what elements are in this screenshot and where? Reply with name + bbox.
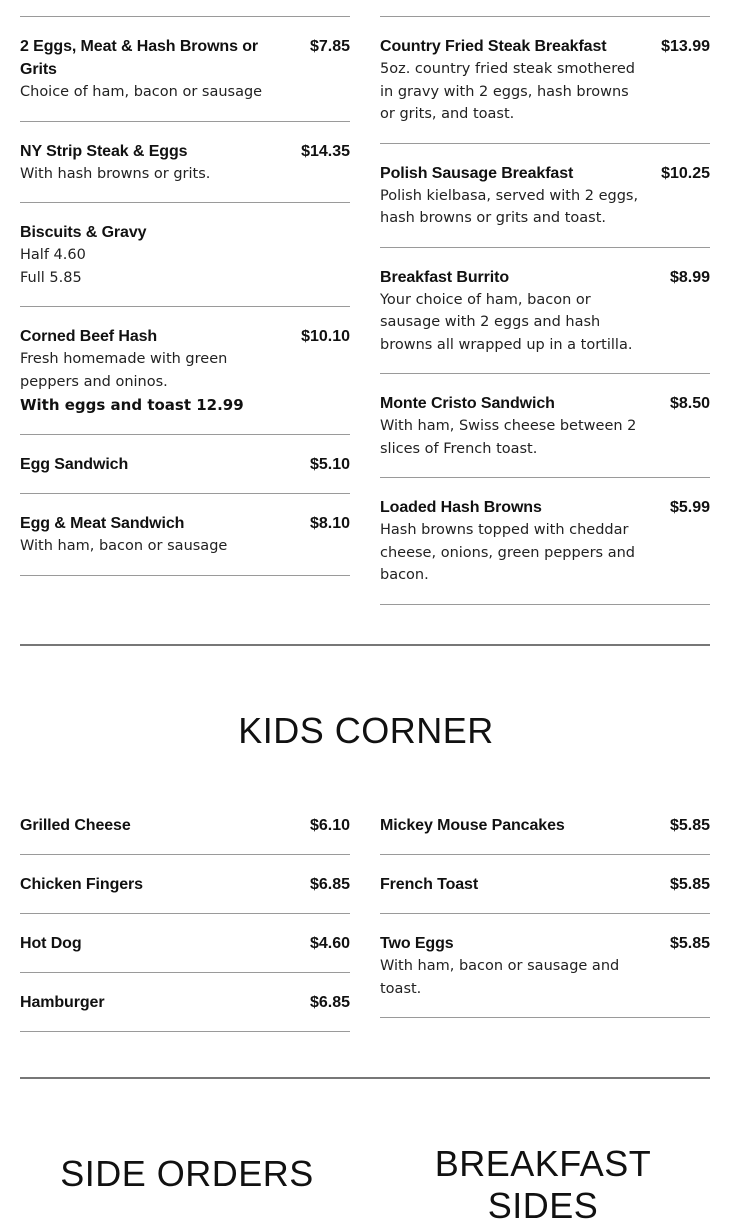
menu-item-price: $6.10 xyxy=(309,817,350,834)
menu-item-description: Polish kielbasa, served with 2 eggs, hash browns or grits and toast. xyxy=(380,187,639,226)
menu-item xyxy=(380,914,710,1018)
menu-item xyxy=(20,494,350,576)
menu-item xyxy=(380,374,710,478)
menu-item-price: $5.85 xyxy=(669,935,710,952)
menu-item-name: Country Fried Steak Breakfast xyxy=(380,38,607,55)
side-orders-title: SIDE ORDERS xyxy=(60,1153,314,1194)
menu-item-name: Biscuits & Gravy xyxy=(20,224,147,241)
section-divider xyxy=(20,644,710,646)
menu-item xyxy=(20,914,350,973)
menu-item-name: 2 Eggs, Meat & Hash Browns or Grits xyxy=(20,38,259,78)
menu-item-description: With hash browns or grits. xyxy=(20,165,211,182)
menu-item-name: Egg & Meat Sandwich xyxy=(20,515,185,532)
breakfast-right-column xyxy=(380,16,710,605)
menu-item-name: Mickey Mouse Pancakes xyxy=(380,817,565,834)
menu-item-name: Egg Sandwich xyxy=(20,456,129,473)
kids-corner-title: KIDS CORNER xyxy=(238,710,494,751)
menu-item xyxy=(380,796,710,855)
menu-item-name: NY Strip Steak & Eggs xyxy=(20,142,188,160)
menu-item-price: $4.60 xyxy=(309,935,350,952)
menu-item-name: French Toast xyxy=(380,876,479,893)
menu-item-price: $13.99 xyxy=(661,38,710,55)
menu-item-name: Chicken Fingers xyxy=(20,876,143,893)
menu-item xyxy=(20,307,350,435)
menu-item-price: $5.99 xyxy=(669,499,710,516)
breakfast-sides-title: BREAKFAST SIDES xyxy=(434,1143,652,1226)
menu-item-name: Hamburger xyxy=(20,994,105,1011)
breakfast-left-column xyxy=(20,16,350,576)
menu-item-description: Your choice of ham, bacon or sausage with 2 eggs and hash browns all wrapped up in a tortilla. xyxy=(380,291,633,353)
menu-item-price: $6.85 xyxy=(309,876,350,893)
menu-item-description: 5oz. country fried steak smothered in gravy with 2 eggs, hash browns or grits, and toast. xyxy=(380,61,635,122)
kids-right-column xyxy=(380,796,710,1018)
menu-item-name: Hot Dog xyxy=(20,935,82,952)
menu-item-price: $5.85 xyxy=(669,817,710,834)
menu-item-price: $14.35 xyxy=(301,142,350,160)
menu-item-description: With ham, Swiss cheese between 2 slices of French toast. xyxy=(380,418,637,457)
menu-item xyxy=(380,478,710,605)
menu-item xyxy=(380,144,710,248)
menu-item-price: $8.50 xyxy=(669,395,710,412)
menu-item-name: Breakfast Burrito xyxy=(380,268,510,286)
menu-item xyxy=(20,122,350,204)
menu-item-price: $5.85 xyxy=(669,876,710,893)
menu-item-name: Polish Sausage Breakfast xyxy=(380,164,574,182)
menu-item-description: Fresh homemade with green peppers and oninos. xyxy=(20,351,228,390)
menu-item-name: Two Eggs xyxy=(380,935,454,952)
menu-item-name: Grilled Cheese xyxy=(20,817,131,834)
menu-item-price: $5.10 xyxy=(309,456,350,473)
menu-item-description: Full 5.85 xyxy=(20,269,82,286)
menu-item-name: Monte Cristo Sandwich xyxy=(380,395,555,412)
menu-item-price: $10.25 xyxy=(661,164,710,182)
menu-item-description: Choice of ham, bacon or sausage xyxy=(20,84,263,100)
menu-item xyxy=(20,973,350,1032)
menu-item-price: $6.85 xyxy=(309,994,350,1011)
menu-item xyxy=(380,248,710,375)
menu-item-price: $8.10 xyxy=(309,515,350,532)
menu-item-price: $8.99 xyxy=(669,268,710,286)
menu-item-name: Loaded Hash Browns xyxy=(380,499,542,516)
menu-item-description: With ham, bacon or sausage and toast. xyxy=(380,958,620,997)
menu-item-note: With eggs and toast 12.99 xyxy=(20,396,244,414)
section-divider xyxy=(20,1077,710,1079)
menu-item-description: Hash browns topped with cheddar cheese, onions, green peppers and bacon. xyxy=(380,522,635,583)
menu-item xyxy=(380,855,710,914)
menu-item-price: $7.85 xyxy=(309,38,350,55)
menu-item xyxy=(20,203,350,307)
menu-item xyxy=(20,796,350,855)
menu-item-description: With ham, bacon or sausage xyxy=(20,538,228,554)
kids-left-column xyxy=(20,796,350,1032)
menu-item-name: Corned Beef Hash xyxy=(20,328,158,345)
menu-item xyxy=(20,855,350,914)
menu-item xyxy=(380,16,710,144)
menu-item xyxy=(20,435,350,494)
menu-item xyxy=(20,16,350,122)
menu-item-price: $10.10 xyxy=(301,328,350,345)
menu-item-description: Half 4.60 xyxy=(20,247,86,263)
